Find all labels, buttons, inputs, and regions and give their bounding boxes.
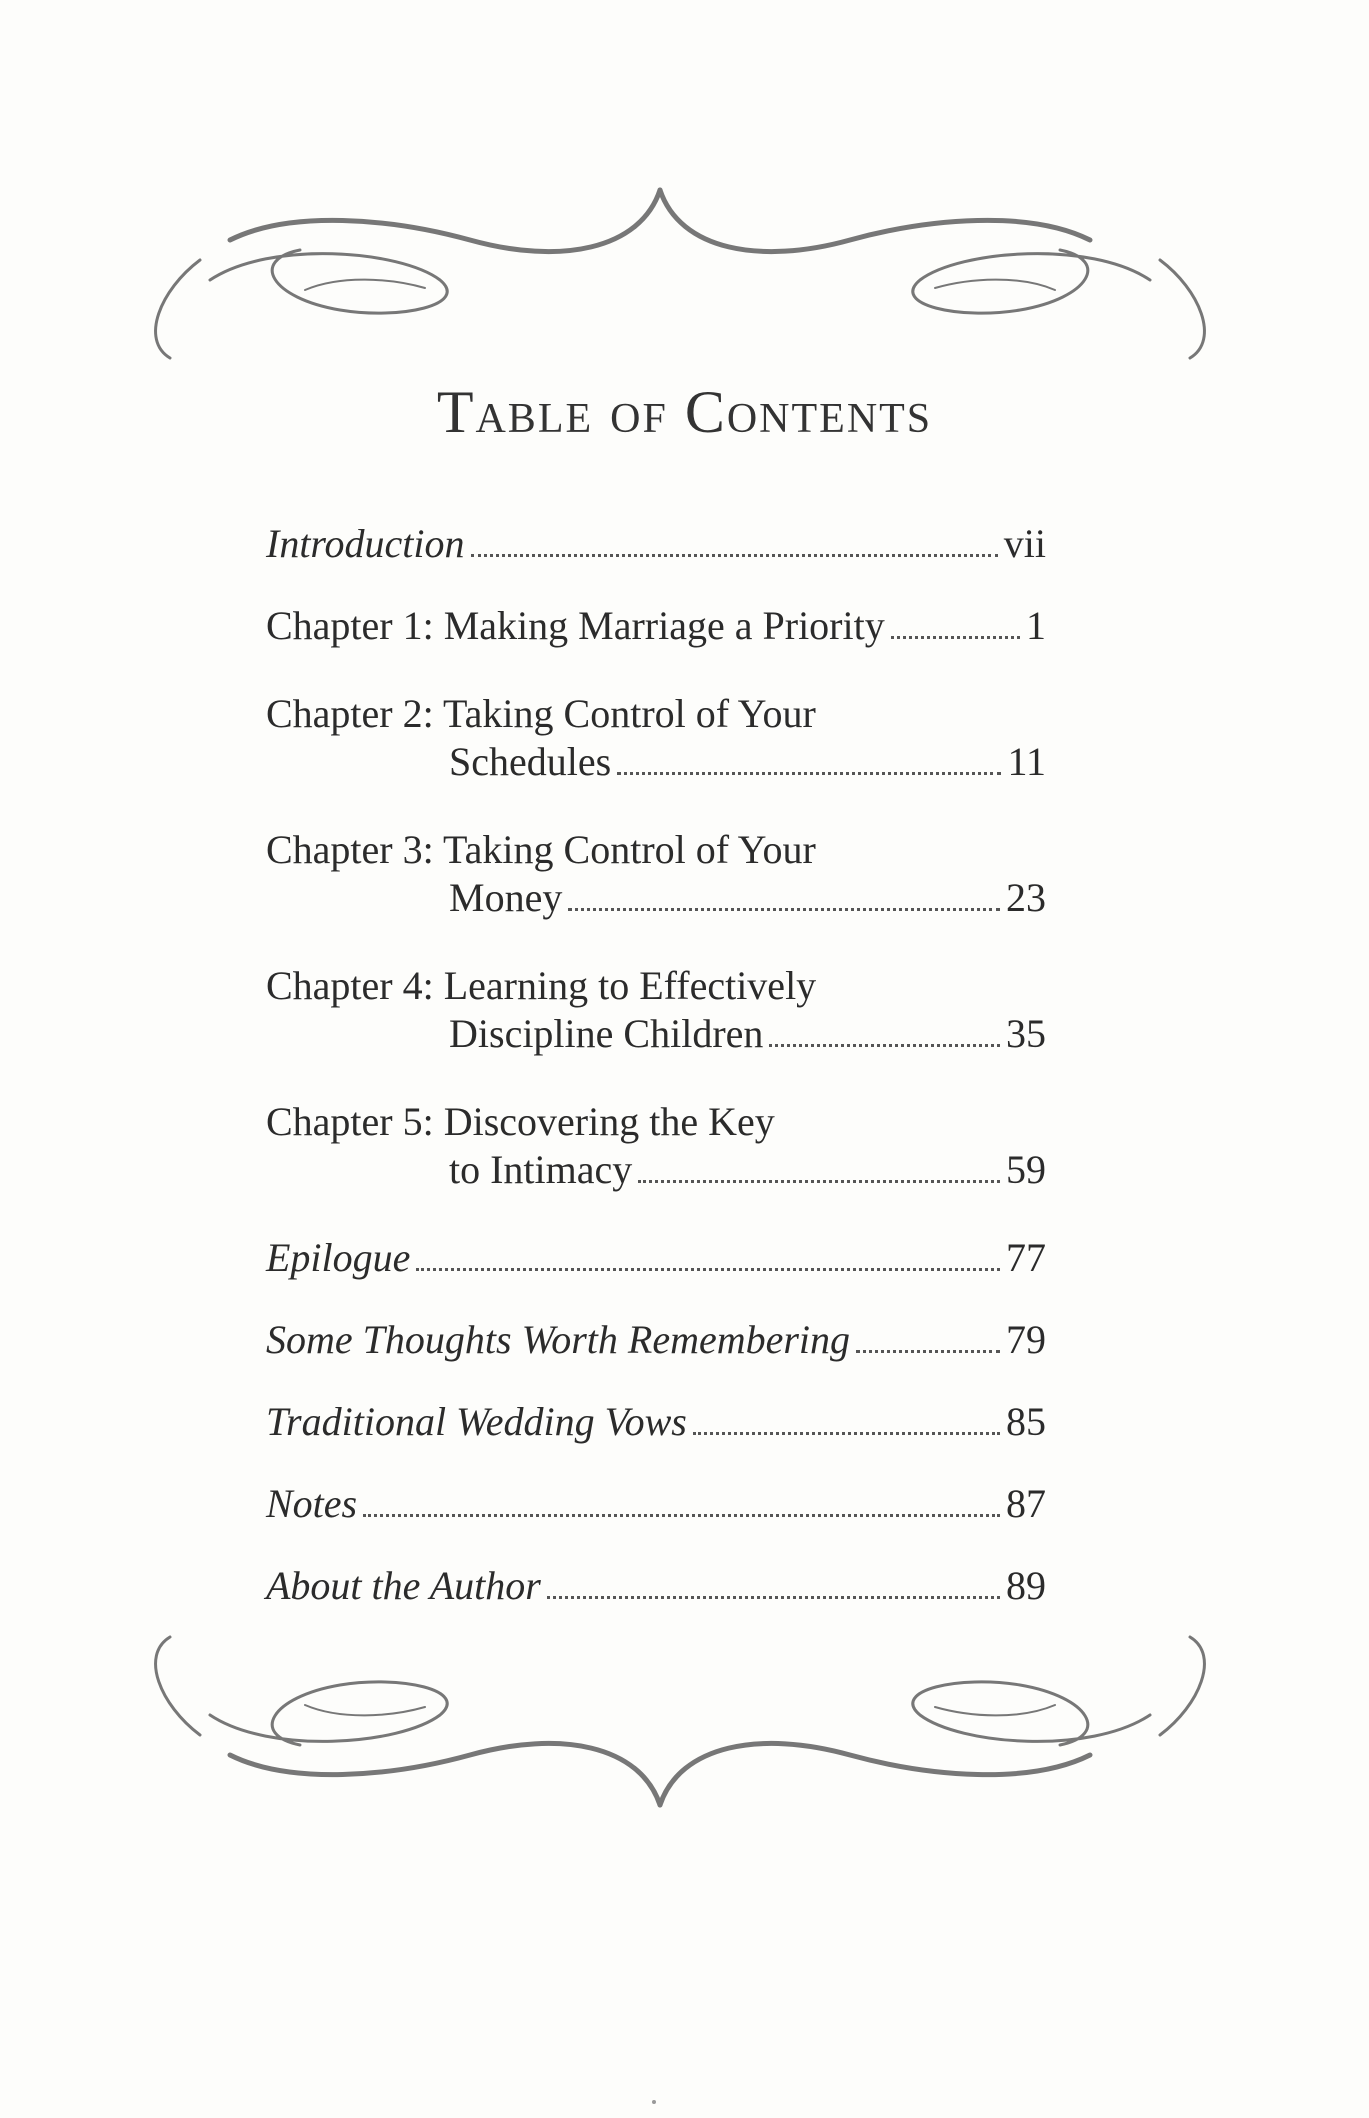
- dot-leader: [363, 1514, 1000, 1517]
- chapter-prefix: Chapter 4:: [266, 963, 444, 1008]
- entry-label: Traditional Wedding Vows: [266, 1399, 687, 1444]
- page-number: 35: [1006, 1011, 1046, 1056]
- entry-label: Epilogue: [266, 1235, 411, 1280]
- table-of-contents: [266, 520, 1046, 1644]
- chapter-prefix: Chapter 1:: [266, 603, 444, 648]
- dot-leader: [856, 1350, 1000, 1353]
- chapter-title-line1: Discovering the Key: [443, 1099, 775, 1144]
- chapter-title: Making Marriage a Priority: [443, 603, 885, 648]
- top-flourish-ornament: [140, 170, 1220, 400]
- page-number: 87: [1006, 1481, 1046, 1526]
- dot-leader: [891, 636, 1020, 639]
- dot-leader: [471, 554, 998, 557]
- chapter-title-line2: Money: [449, 875, 563, 920]
- chapter-title-line2: to Intimacy: [449, 1147, 633, 1192]
- dot-leader: [693, 1432, 1000, 1435]
- chapter-prefix: Chapter 2:: [266, 691, 444, 736]
- dot-leader: [617, 772, 1001, 775]
- entry-label: About the Author: [266, 1563, 541, 1608]
- toc-entry-chapter-4[interactable]: [266, 962, 1046, 1058]
- chapter-prefix: Chapter 3:: [266, 827, 444, 872]
- page-number: 11: [1007, 739, 1046, 784]
- toc-entry-chapter-5[interactable]: [266, 1098, 1046, 1194]
- toc-entry-wedding-vows[interactable]: [266, 1398, 1046, 1446]
- entry-label: Some Thoughts Worth Remembering: [266, 1317, 851, 1362]
- toc-entry-notes[interactable]: [266, 1480, 1046, 1528]
- scan-speck: [652, 2100, 656, 2104]
- entry-first-line: [266, 690, 1046, 738]
- page-number: 79: [1006, 1317, 1046, 1362]
- chapter-title-line1: Taking Control of Your: [443, 691, 816, 736]
- page-number: 77: [1006, 1235, 1046, 1280]
- page-number: 1: [1026, 603, 1046, 648]
- toc-entry-chapter-1[interactable]: [266, 602, 1046, 650]
- page-number: vii: [1003, 521, 1046, 566]
- toc-entry-some-thoughts[interactable]: [266, 1316, 1046, 1364]
- toc-entry-introduction[interactable]: [266, 520, 1046, 568]
- entry-first-line: [266, 1098, 1046, 1146]
- page-number: 59: [1006, 1147, 1046, 1192]
- toc-entry-chapter-3[interactable]: [266, 826, 1046, 922]
- chapter-prefix: Chapter 5:: [266, 1099, 444, 1144]
- entry-first-line: [266, 962, 1046, 1010]
- toc-entry-chapter-2[interactable]: [266, 690, 1046, 786]
- entry-label: Introduction: [266, 521, 465, 566]
- entry-label: [266, 602, 885, 650]
- page-number: 85: [1006, 1399, 1046, 1444]
- entry-first-line: [266, 826, 1046, 874]
- chapter-title-line1: Taking Control of Your: [443, 827, 816, 872]
- chapter-title-line2: Schedules: [449, 739, 612, 784]
- chapter-title-line2: Discipline Children: [449, 1011, 764, 1056]
- dot-leader: [568, 908, 1000, 911]
- page-number: 89: [1006, 1563, 1046, 1608]
- chapter-title-line1: Learning to Effectively: [443, 963, 817, 1008]
- entry-label: Notes: [266, 1481, 358, 1526]
- dot-leader: [638, 1180, 1000, 1183]
- toc-entry-epilogue[interactable]: [266, 1234, 1046, 1282]
- dot-leader: [416, 1268, 1000, 1271]
- bottom-flourish-ornament: [140, 1595, 1220, 1825]
- page-title: Table of Contents: [436, 379, 933, 445]
- page-number: 23: [1006, 875, 1046, 920]
- dot-leader: [769, 1044, 1000, 1047]
